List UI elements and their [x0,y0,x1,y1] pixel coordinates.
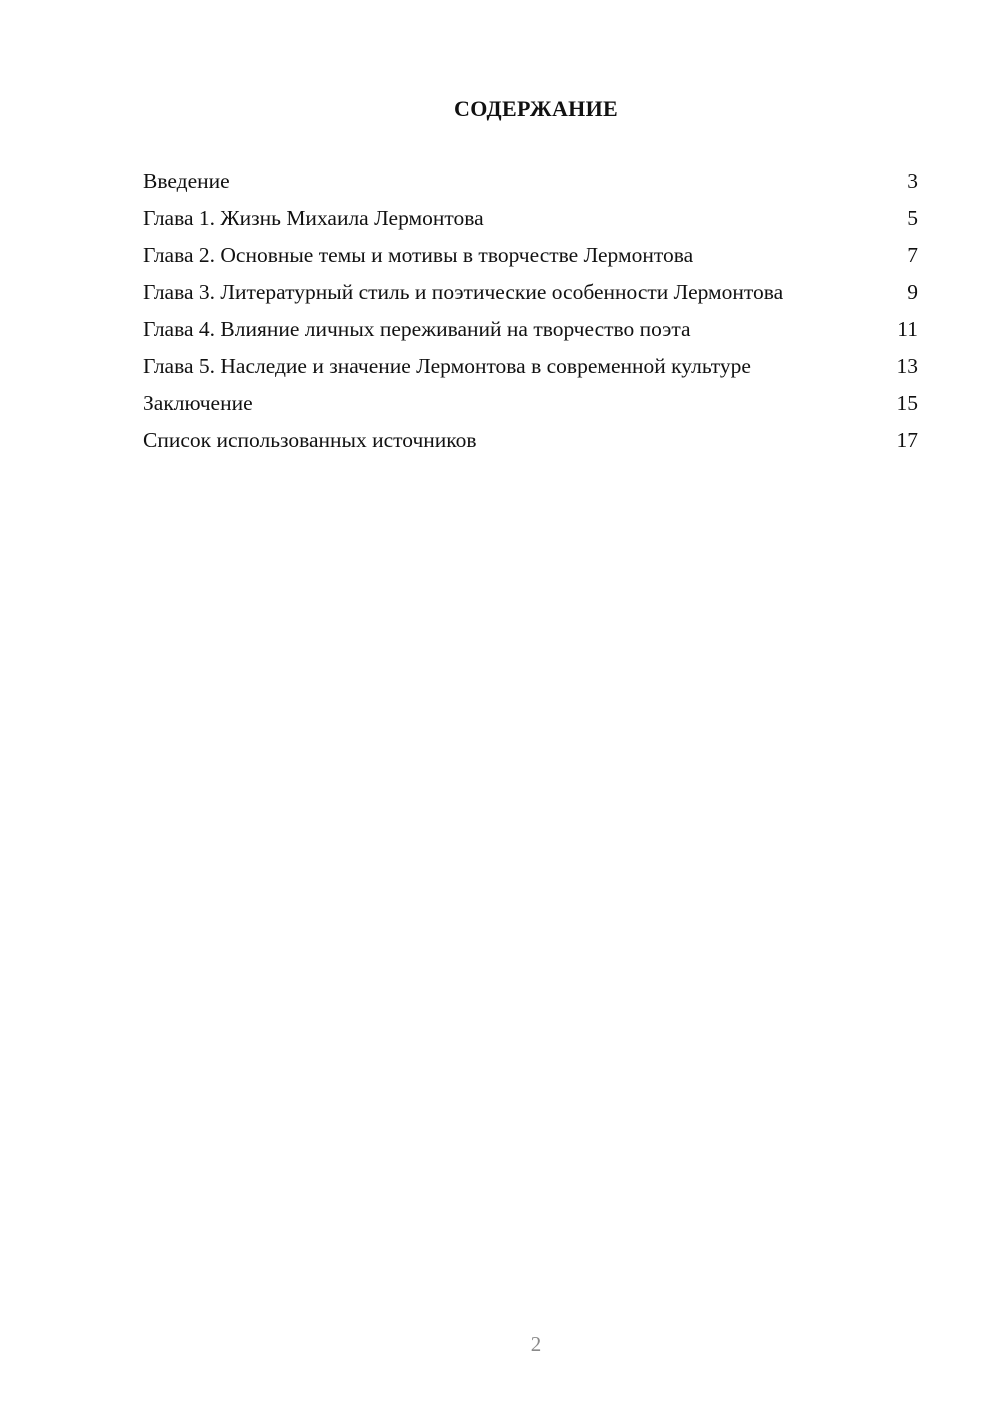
toc-entry-page: 3 [907,169,918,193]
toc-entry-page: 9 [907,280,918,304]
toc-entry-chapter-4 [143,316,918,342]
toc-entry-page: 11 [897,317,918,341]
toc-entry-page: 13 [896,354,918,378]
toc-entry-page: 17 [896,428,918,452]
toc-entry-chapter-2 [143,242,918,268]
toc-entry-title: Глава 1. Жизнь Михаила Лермонтова [143,206,484,230]
page-number: 2 [530,1332,542,1356]
toc-entry-title: Введение [143,169,230,193]
toc-entry-chapter-1 [143,205,918,231]
toc-entry-chapter-5 [143,353,918,379]
page-title: СОДЕРЖАНИЕ [454,96,618,121]
toc-entry-title: Глава 3. Литературный стиль и поэтические особенности Лермонтова [143,280,784,304]
toc-entry-title: Глава 4. Влияние личных переживаний на творчество поэта [143,317,691,341]
toc-entry-title: Глава 2. Основные темы и мотивы в творчестве Лермонтова [143,243,694,267]
toc-entry-introduction [143,168,918,194]
toc-entry-references [143,427,918,453]
toc-entry-page: 5 [907,206,918,230]
toc-entry-page: 15 [896,391,918,415]
toc-entry-title: Список использованных источников [143,428,477,452]
toc-entry-title: Заключение [143,391,253,415]
toc-entry-title: Глава 5. Наследие и значение Лермонтова в современной культуре [143,354,751,378]
table-of-contents [143,168,918,464]
toc-entry-page: 7 [907,243,918,267]
toc-entry-conclusion [143,390,918,416]
toc-entry-chapter-3 [143,279,918,305]
